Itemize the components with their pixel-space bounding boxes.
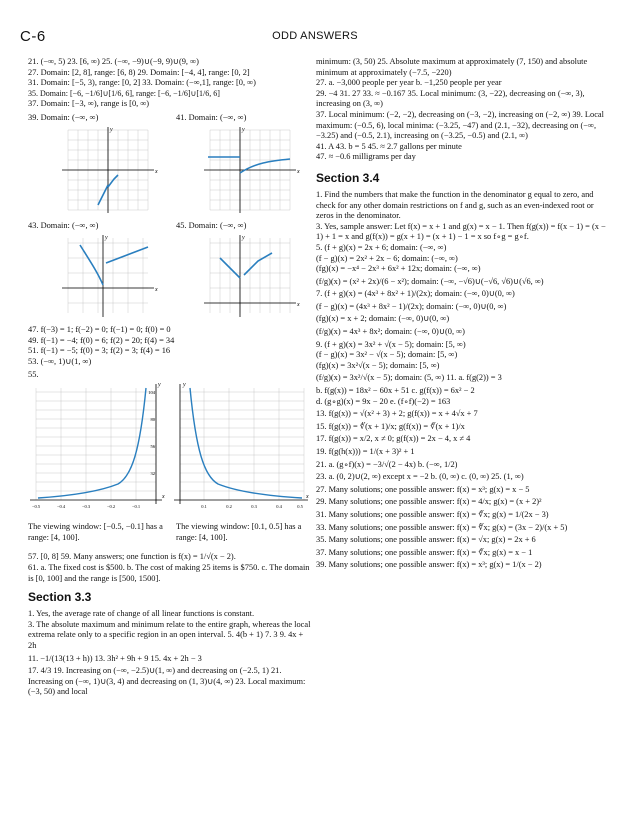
answer-line: (f − g)(x) = 3x² − √(x − 5); domain: [5, ∞) — [316, 350, 458, 360]
answer-45-label: 45. Domain: (−∞, ∞) — [176, 220, 247, 230]
left-column — [28, 57, 312, 698]
graph-43 — [58, 233, 158, 319]
svg-text:x: x — [306, 494, 309, 501]
answer-line: (fg)(x) = 3x²√(x − 5); domain: [5, ∞) — [316, 360, 440, 370]
answer-line: 47. ≈ −0.6 milligrams per day — [316, 152, 416, 162]
tick-label: 32 — [150, 471, 155, 477]
answer-line: 17. f(g(x)) = x/2, x ≠ 0; g(f(x)) = 2x − 4, x ≠ 4 — [316, 434, 471, 444]
answer-line: 23. a. (0, 2)∪(2, ∞) except x = −2 b. (0, ∞) c. (0, ∞) 25. (1, ∞) — [316, 472, 524, 482]
svg-text:y: y — [183, 382, 186, 389]
tick-label: 0.4 — [276, 504, 282, 510]
answer-line: 7. (f + g)(x) = (4x³ + 8x² + 1)/(2x); domain: (−∞, 0)∪(0, ∞) — [316, 289, 515, 299]
answer-line: (fg)(x) = x + 2; domain: (−∞, 0)∪(0, ∞) — [316, 314, 450, 324]
tick-label: 56 — [150, 444, 155, 450]
answer-line: 57. [0, 8] 59. Many answers; one function is f(x) = 1/√(x − 2). — [28, 552, 236, 562]
svg-text:x: x — [297, 301, 300, 308]
tick-label: 104 — [148, 390, 155, 396]
answer-line: 3. Yes, sample answer: Let f(x) = x + 1 and g(x) = x − 1. Then f(g(x)) = f(x − 1) = (x − 1) + 1 = x and g(f(x)) = g(x + 1) = (x + 1) − 1 = x so f∘g = g∘f. — [316, 221, 606, 242]
svg-text:y: y — [242, 126, 245, 133]
answer-line: 29. −4 31. 27 33. ≈ −0.167 35. Local minimum: (3, −22), decreasing on (−∞, 3), increasing on (3, ∞) — [316, 88, 585, 109]
answer-line: 21. (−∞, 5) 23. [6, ∞) 25. (−∞, −9)∪(−9, 9)∪(9, ∞) — [28, 57, 199, 66]
answer-line: (f − g)(x) = 2x² + 2x − 6; domain: (−∞, ∞) — [316, 253, 458, 263]
answer-line: b. f(g(x)) = 18x² − 60x + 51 c. g(f(x)) = 6x² − 2 — [316, 386, 475, 396]
answer-line: 61. a. The fixed cost is $500. b. The cost of making 25 items is $750. c. The domain is [0, 100] and the range is [500, 1500]. — [28, 562, 310, 583]
tick-label: −0.1 — [131, 504, 141, 510]
tick-label: 0.1 — [201, 504, 207, 510]
answer-line: 51. f(−1) = −5; f(0) = 3; f(2) = 3; f(4) = 16 — [28, 346, 171, 356]
tick-label: 0.5 — [297, 504, 303, 510]
answer-line: 37. Domain: [−3, ∞), range is [0, ∞) — [28, 99, 150, 109]
svg-text:y: y — [242, 234, 245, 241]
answer-line: 37. Local minimum: (−2, −2), decreasing on (−3, −2), increasing on (−2, ∞) 39. Local maximum: (−0.5, 6), local minima: (−3.25, −47) and (2.1, −32), decreasing on (−∞, −3.25) and (−0.5, 2.1), increasing on (−3.25, −0.5) and (2.1, ∞) — [316, 109, 604, 141]
answer-line: 47. f(−3) = 1; f(−2) = 0; f(−1) = 0; f(0) = 0 — [28, 324, 171, 334]
answer-line: d. (g∘g)(x) = 9x − 20 e. (f∘f)(−2) = 163 — [316, 396, 451, 406]
answer-line: 49. f(−1) = −4; f(0) = 6; f(2) = 20; f(4) = 34 — [28, 335, 175, 345]
page-label: C-6 — [20, 28, 46, 45]
answer-line: 31. Domain: [−5, 3), range: [0, 2] 33. Domain: (−∞,1], range: [0, ∞) — [28, 78, 256, 88]
answer-line: 29. Many solutions; one possible answer: f(x) = 4/x; g(x) = (x + 2)² — [316, 497, 542, 507]
answer-line: 5. (f + g)(x) = 2x + 6; domain: (−∞, ∞) — [316, 242, 447, 252]
tick-label: 80 — [150, 417, 155, 423]
graph-39 — [58, 125, 158, 215]
answer-line: (f − g)(x) = (4x³ + 8x² − 1)/(2x); domain: (−∞, 0)∪(0, ∞) — [316, 301, 507, 311]
answer-line: 3. The absolute maximum and minimum relate to the entire graph, whereas the local extrema relate only to a specific region in an open interval. 5. 4(b + 1) 7. 3 9. 4x + 2h — [28, 619, 311, 650]
answer-line: 11. −1/(13(13 + h)) 13. 3h² + 9h + 9 15. 4x + 2h − 3 — [28, 653, 202, 663]
section-heading: Section 3.3 — [28, 590, 92, 605]
svg-text:x: x — [297, 168, 300, 175]
answer-line: 9. (f + g)(x) = 3x² + √(x − 5); domain: [5, ∞) — [316, 339, 466, 349]
caption-55-left: The viewing window: [−0.5, −0.1] has a range: [4, 100]. — [28, 522, 163, 542]
page-title: ODD ANSWERS — [272, 30, 358, 42]
answer-line: 15. f(g(x)) = ∛(x + 1)/x; g(f(x)) = ∛(x + 1)/x — [316, 421, 465, 431]
graph-55-right — [172, 380, 312, 516]
answer-line: 37. Many solutions; one possible answer: f(x) = ∛x; g(x) = x − 1 — [316, 547, 533, 557]
answer-line: 13. f(g(x)) = √(x² + 3) + 2; g(f(x)) = x + 4√x + 7 — [316, 409, 478, 419]
svg-text:x: x — [155, 286, 158, 293]
tick-label: −0.5 — [31, 504, 41, 510]
answer-41-label: 41. Domain: (−∞, ∞) — [176, 112, 247, 122]
answer-line: 33. Many solutions; one possible answer: f(x) = ∜x; g(x) = (3x − 2)/(x + 5) — [316, 522, 568, 532]
tick-label: −0.2 — [106, 504, 116, 510]
svg-text:y: y — [105, 234, 108, 241]
answer-line: 35. Domain: [−6, −1/6]∪[1/6, 6], range: [−6, −1/6]∪[1/6, 6] — [28, 88, 220, 98]
answer-line: 1. Yes, the average rate of change of all linear functions is constant. — [28, 609, 255, 619]
tick-label: 0.3 — [251, 504, 257, 510]
answer-line: 35. Many solutions; one possible answer: f(x) = √x; g(x) = 2x + 6 — [316, 535, 536, 545]
answer-line: (f/g)(x) = (x² + 2x)/(6 − x²); domain: (−∞, −√6)∪(−√6, √6)∪(√6, ∞) — [316, 276, 544, 286]
svg-text:y: y — [110, 126, 113, 133]
answer-line: 53. (−∞, 1)∪(1, ∞) — [28, 356, 92, 366]
answer-line: 17. 4/3 19. Increasing on (−∞, −2.5)∪(1, ∞) and decreasing on (−2.5, 1) 21. Increasing on (−∞, 1)∪(3, 4) and decreasing on (1, 3)∪(4, ∞) 23. Local maximum: (−3, 50) and local — [28, 666, 306, 697]
right-column — [316, 57, 608, 573]
answer-line: 27. Domain: [2, 8], range: [6, 8) 29. Domain: [−4, 4], range: [0, 2] — [28, 67, 250, 77]
answer-line: (fg)(x) = −x⁴ − 2x³ + 6x² + 12x; domain: (−∞, ∞) — [316, 264, 481, 274]
section-heading: Section 3.4 — [316, 170, 380, 185]
graph-55-left — [28, 380, 168, 516]
answer-line: 27. Many solutions; one possible answer: f(x) = x³; g(x) = x − 5 — [316, 484, 530, 494]
answer-line: 41. A 43. b = 5 45. ≈ 2.7 gallons per minute — [316, 141, 462, 151]
answer-line: minimum: (3, 50) 25. Absolute maximum at approximately (7, 150) and absolute minimum at approximately (−7.5, −220) — [316, 57, 588, 77]
svg-text:x: x — [162, 494, 165, 501]
caption-55-right: The viewing window: [0.1, 0.5] has a range: [4, 100]. — [176, 522, 302, 542]
answer-43-label: 43. Domain: (−∞, ∞) — [28, 220, 99, 230]
answer-55-label: 55. — [28, 370, 39, 380]
answer-line: (f/g)(x) = 4x³ + 8x²; domain: (−∞, 0)∪(0, ∞) — [316, 327, 465, 337]
tick-label: −0.3 — [81, 504, 91, 510]
answer-line: 21. a. (g∘f)(x) = −3/√(2 − 4x) b. (−∞, 1/2) — [316, 459, 458, 469]
tick-label: −0.4 — [56, 504, 66, 510]
svg-text:x: x — [155, 168, 158, 175]
answer-line: 27. a. −3,000 people per year b. −1,250 people per year — [316, 78, 502, 88]
graph-45 — [200, 233, 300, 319]
svg-text:y: y — [158, 382, 161, 389]
tick-label: 0.2 — [226, 504, 232, 510]
answer-39-label: 39. Domain: (−∞, ∞) — [28, 112, 99, 122]
answer-line: 31. Many solutions; one possible answer: f(x) = ∛x; g(x) = 1/(2x − 3) — [316, 509, 549, 519]
answer-line: 39. Many solutions; one possible answer: f(x) = x³; g(x) = 1/(x − 2) — [316, 560, 542, 570]
answer-line: 1. Find the numbers that make the function in the denominator g equal to zero, and check for any other domain restrictions on f and g, such as an even-indexed root or zeros in the denominator. — [316, 189, 594, 221]
graph-41 — [200, 125, 300, 215]
answer-line: 19. f(g(h(x))) = 1/(x + 3)² + 1 — [316, 447, 415, 456]
answer-line: (f/g)(x) = 3x²/√(x − 5); domain: (5, ∞) 11. a. f(g(2)) = 3 — [316, 373, 502, 383]
